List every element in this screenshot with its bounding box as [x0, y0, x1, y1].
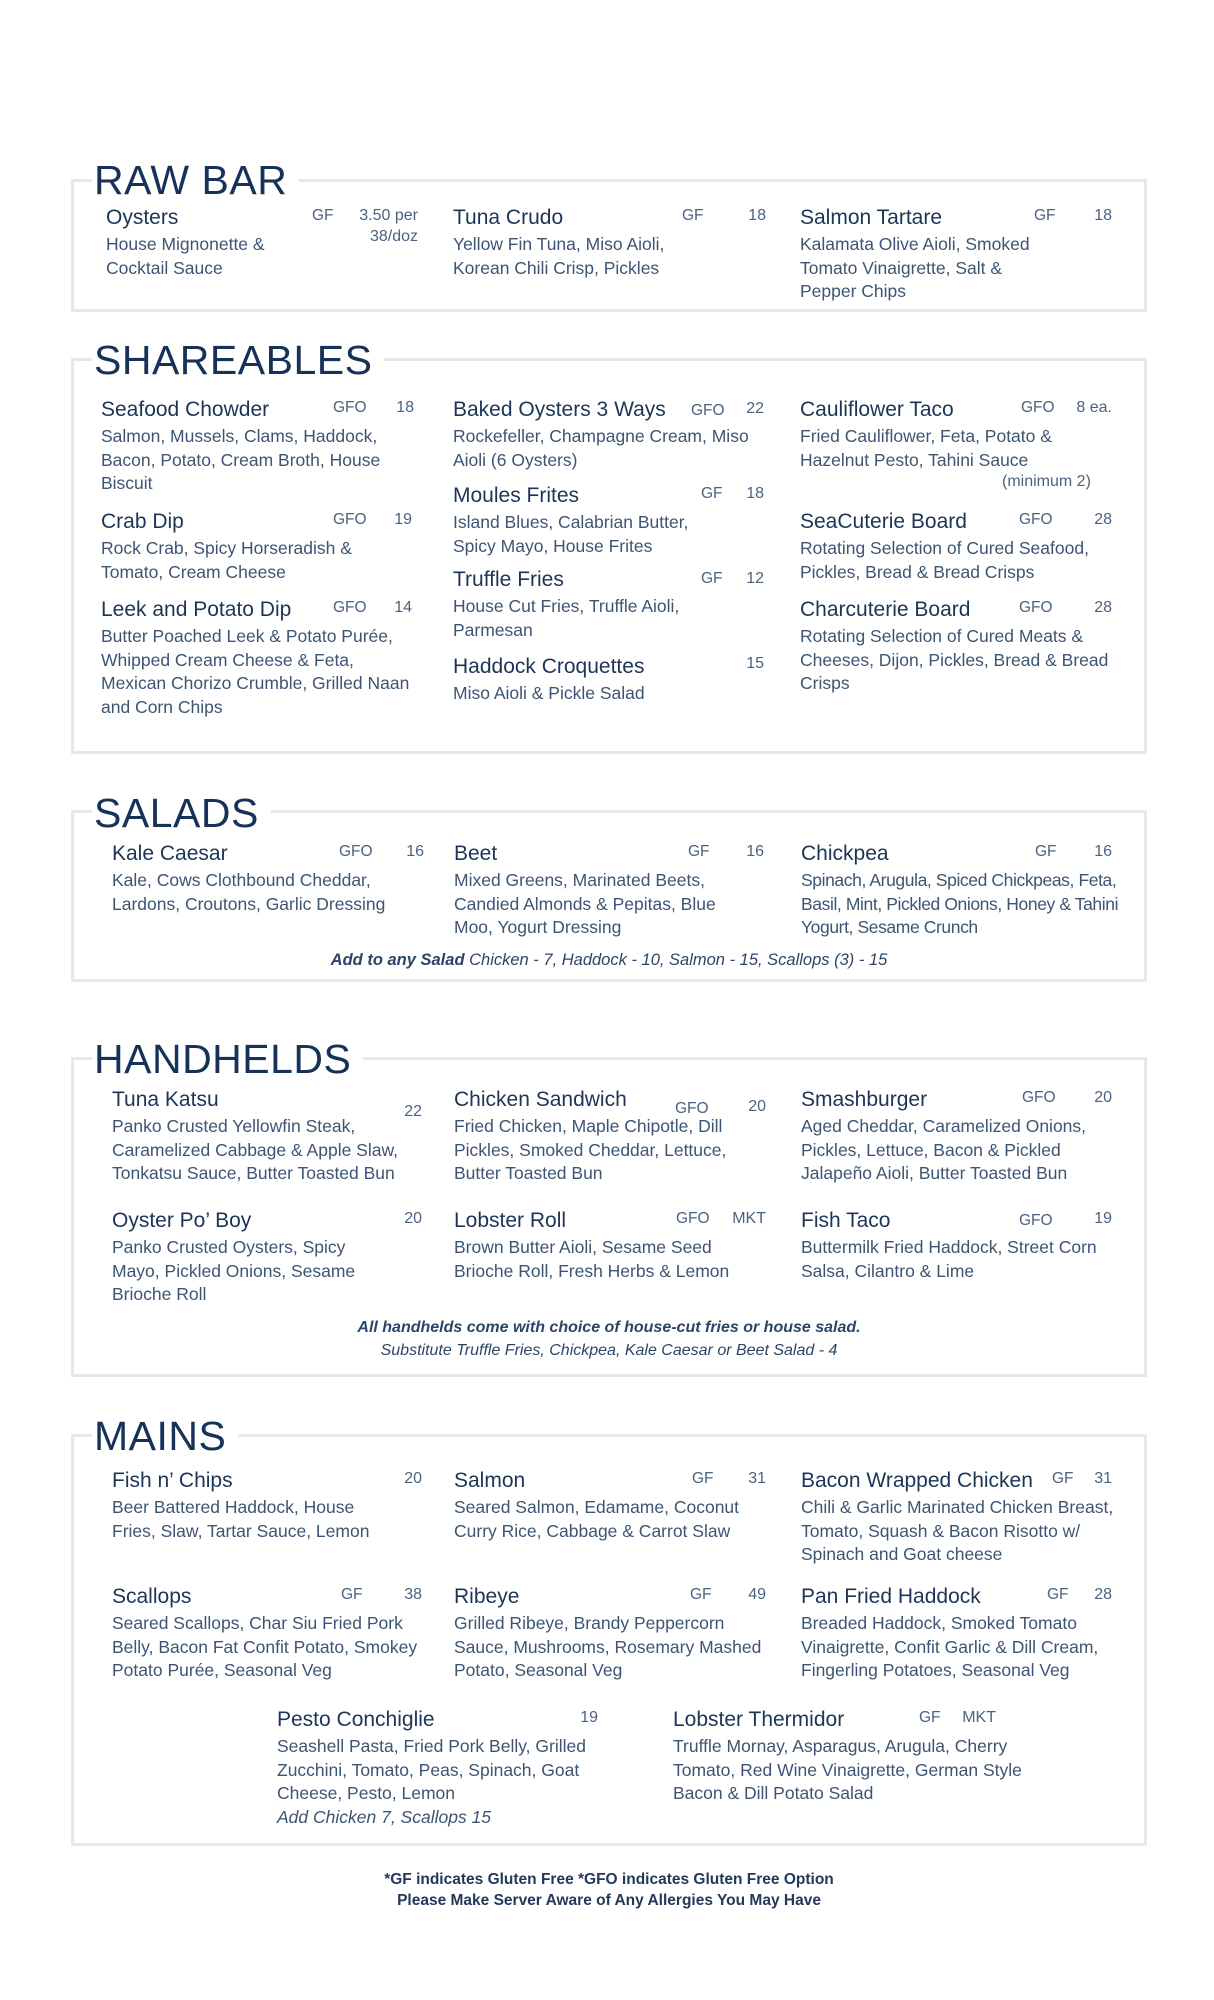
item-description: Rockefeller, Champagne Cream, Miso Aioli (6 Oysters) — [453, 426, 749, 470]
addon-options: Chicken - 7, Haddock - 10, Salmon - 15, Scallops (3) - 15 — [464, 951, 888, 969]
item-tag: GF — [341, 1586, 363, 1603]
item-name: Haddock Croquettes — [453, 655, 645, 678]
item-description: Beer Battered Haddock, House Fries, Slaw, Tartar Sauce, Lemon — [112, 1497, 370, 1541]
item-tag: GFO — [1019, 1212, 1053, 1229]
mains-title: MAINS — [92, 1416, 238, 1457]
item-name: Chicken Sandwich — [454, 1088, 627, 1111]
item-price: 18 — [746, 485, 764, 502]
raw-bar-title: RAW BAR — [92, 160, 299, 201]
item-name: Crab Dip — [101, 510, 184, 533]
item-name: Tuna Crudo — [453, 206, 564, 229]
item-tag: GF — [919, 1709, 941, 1726]
item-price: 16 — [746, 843, 764, 860]
item-name: Beet — [454, 842, 498, 865]
item-tag: GFO — [1022, 1089, 1056, 1106]
handhelds-substitute-note: Substitute Truffle Fries, Chickpea, Kale Caesar or Beet Salad - 4 — [380, 1342, 838, 1359]
item-price: 14 — [394, 599, 412, 616]
item-price: 31 — [1094, 1470, 1112, 1487]
item-tag: GFO — [676, 1210, 710, 1227]
item-description: Buttermilk Fried Haddock, Street Corn Salsa, Cilantro & Lime — [801, 1237, 1097, 1281]
item-name: Chickpea — [801, 842, 889, 865]
item-price: 28 — [1094, 599, 1112, 616]
item-price-dozen: 38/doz — [369, 228, 418, 245]
item-tag: GFO — [675, 1100, 709, 1117]
item-description: Miso Aioli & Pickle Salad — [453, 683, 645, 703]
item-price: 22 — [746, 400, 764, 417]
item-name: Cauliflower Taco — [800, 398, 954, 421]
item-price: 16 — [1094, 843, 1112, 860]
item-price: 19 — [580, 1709, 598, 1726]
item-name: SeaCuterie Board — [800, 510, 967, 533]
item-name: Moules Frites — [453, 484, 580, 507]
item-description: Rotating Selection of Cured Meats & Cheeses, Dijon, Pickles, Bread & Bread Crisps — [800, 626, 1109, 693]
item-description: Island Blues, Calabrian Butter, Spicy Mayo, House Frites — [453, 512, 689, 556]
salads-title: SALADS — [92, 793, 271, 834]
item-tag: GFO — [691, 402, 725, 419]
item-tag: GFO — [333, 511, 367, 528]
item-price: MKT — [962, 1709, 996, 1726]
item-price: 19 — [1094, 1210, 1112, 1227]
item-price: 28 — [1094, 511, 1112, 528]
item-description: Mixed Greens, Marinated Beets, Candied Almonds & Pepitas, Blue Moo, Yogurt Dressing — [454, 870, 716, 937]
item-tag: GFO — [1019, 599, 1053, 616]
item-description: Truffle Mornay, Asparagus, Arugula, Cherry Tomato, Red Wine Vinaigrette, German Style Bacon & Dill Potato Salad — [673, 1736, 1022, 1803]
allergy-notice: Please Make Server Aware of Any Allergies You May Have — [397, 1892, 821, 1909]
item-description: House Mignonette & Cocktail Sauce — [106, 234, 265, 278]
item-price: 16 — [406, 843, 424, 860]
item-description: Kale, Cows Clothbound Cheddar, Lardons, Croutons, Garlic Dressing — [112, 870, 386, 914]
item-price: MKT — [732, 1210, 766, 1227]
item-name: Tuna Katsu — [112, 1088, 219, 1111]
item-tag: GFO — [1019, 511, 1053, 528]
item-tag: GF — [701, 485, 723, 502]
item-price: 49 — [748, 1586, 766, 1603]
item-name: Fish Taco — [801, 1209, 891, 1232]
item-name: Smashburger — [801, 1088, 928, 1111]
item-description: Spinach, Arugula, Spiced Chickpeas, Feta, Basil, Mint, Pickled Onions, Honey & Tahini Yogurt, Sesame Crunch — [801, 870, 1119, 937]
item-price: 18 — [1094, 207, 1112, 224]
item-name: Salmon Tartare — [800, 206, 943, 229]
item-name: Truffle Fries — [453, 568, 564, 591]
minimum-note: (minimum 2) — [1002, 473, 1091, 490]
item-description: Brown Butter Aioli, Sesame Seed Brioche Roll, Fresh Herbs & Lemon — [454, 1237, 730, 1281]
item-description: Breaded Haddock, Smoked Tomato Vinaigrette, Confit Garlic & Dill Cream, Fingerling Potatoes, Seasonal Veg — [801, 1613, 1099, 1680]
item-description: Fried Chicken, Maple Chipotle, Dill Pickles, Smoked Cheddar, Lettuce, Butter Toasted Bun — [454, 1116, 727, 1183]
item-price: 22 — [404, 1103, 422, 1120]
item-tag: GF — [1047, 1586, 1069, 1603]
item-name: Baked Oysters 3 Ways — [453, 398, 666, 421]
item-description: Fried Cauliflower, Feta, Potato & Hazelnut Pesto, Tahini Sauce — [800, 426, 1052, 470]
item-tag: GF — [1035, 843, 1057, 860]
item-tag: GF — [1052, 1470, 1074, 1487]
item-description: Kalamata Olive Aioli, Smoked Tomato Vinaigrette, Salt & Pepper Chips — [800, 234, 1030, 301]
item-tag: GF — [690, 1586, 712, 1603]
item-price: 20 — [404, 1210, 422, 1227]
item-price: 20 — [404, 1470, 422, 1487]
item-description: Butter Poached Leek & Potato Purée, Whipped Cream Cheese & Feta, Mexican Chorizo Crumble, Grilled Naan and Corn Chips — [101, 626, 410, 717]
item-add-on: Add Chicken 7, Scallops 15 — [277, 1806, 492, 1827]
item-name: Leek and Potato Dip — [101, 598, 292, 621]
item-price: 38 — [404, 1586, 422, 1603]
item-tag: GF — [1034, 207, 1056, 224]
menu-item-kale-caesar — [112, 842, 437, 916]
item-tag: GFO — [339, 843, 373, 860]
item-name: Fish n’ Chips — [112, 1469, 233, 1492]
shareables-title: SHAREABLES — [92, 340, 384, 381]
item-description: Panko Crusted Oysters, Spicy Mayo, Pickled Onions, Sesame Brioche Roll — [112, 1237, 356, 1304]
item-name: Ribeye — [454, 1585, 520, 1608]
item-tag: GF — [692, 1470, 714, 1487]
item-name: Pesto Conchiglie — [277, 1708, 435, 1731]
item-name: Kale Caesar — [112, 842, 228, 865]
item-tag: GFO — [1021, 399, 1055, 416]
handhelds-title: HANDHELDS — [92, 1039, 363, 1080]
menu-item-pesto-conchiglie — [277, 1708, 602, 1829]
item-description: Grilled Ribeye, Brandy Peppercorn Sauce, Mushrooms, Rosemary Mashed Potato, Seasonal Veg — [454, 1613, 762, 1680]
item-description: House Cut Fries, Truffle Aioli, Parmesan — [453, 596, 680, 640]
item-price: 18 — [748, 207, 766, 224]
item-price: 12 — [746, 570, 764, 587]
item-description: Chili & Garlic Marinated Chicken Breast, Tomato, Squash & Bacon Risotto w/ Spinach and Goat cheese — [801, 1497, 1114, 1564]
item-name: Bacon Wrapped Chicken — [801, 1469, 1033, 1492]
item-tag: GFO — [333, 599, 367, 616]
item-description: Salmon, Mussels, Clams, Haddock, Bacon, Potato, Cream Broth, House Biscuit — [101, 426, 381, 493]
item-tag: GF — [688, 843, 710, 860]
item-description: Rotating Selection of Cured Seafood, Pickles, Bread & Bread Crisps — [800, 538, 1089, 582]
item-price: 8 ea. — [1076, 399, 1112, 416]
item-tag: GFO — [333, 399, 367, 416]
item-description: Rock Crab, Spicy Horseradish & Tomato, Cream Cheese — [101, 538, 352, 582]
item-price: 15 — [746, 655, 764, 672]
item-description: Seared Scallops, Char Siu Fried Pork Belly, Bacon Fat Confit Potato, Smokey Potato Purée, Seasonal Veg — [112, 1613, 418, 1680]
item-description: Seashell Pasta, Fried Pork Belly, Grilled Zucchini, Tomato, Peas, Spinach, Goat Cheese, Pesto, Lemon — [277, 1736, 586, 1803]
item-price: 18 — [396, 399, 414, 416]
item-name: Seafood Chowder — [101, 398, 270, 421]
gluten-free-legend: *GF indicates Gluten Free *GFO indicates Gluten Free Option — [384, 1871, 834, 1888]
item-tag: GF — [701, 570, 723, 587]
handhelds-note: All handhelds come with choice of house-cut fries or house salad. — [357, 1319, 861, 1336]
item-name: Lobster Thermidor — [673, 1708, 845, 1731]
salad-addons — [71, 951, 1147, 970]
item-description: Panko Crusted Yellowfin Steak, Caramelized Cabbage & Apple Slaw, Tonkatsu Sauce, Butter Toasted Bun — [112, 1116, 399, 1183]
item-price: 20 — [748, 1098, 766, 1115]
item-name: Scallops — [112, 1585, 192, 1608]
item-price: 3.50 per — [359, 207, 418, 224]
addon-label: Add to any Salad — [330, 951, 465, 969]
item-description: Seared Salmon, Edamame, Coconut Curry Rice, Cabbage & Carrot Slaw — [454, 1497, 740, 1541]
item-name: Oyster Po’ Boy — [112, 1209, 252, 1232]
item-name: Salmon — [454, 1469, 526, 1492]
item-name: Lobster Roll — [454, 1209, 567, 1232]
item-price: 20 — [1094, 1089, 1112, 1106]
item-name: Charcuterie Board — [800, 598, 971, 621]
item-tag: GF — [312, 207, 334, 224]
item-price: 31 — [748, 1470, 766, 1487]
item-name: Oysters — [106, 206, 179, 229]
item-price: 19 — [394, 511, 412, 528]
item-name: Pan Fried Haddock — [801, 1585, 981, 1608]
item-description: Aged Cheddar, Caramelized Onions, Pickles, Lettuce, Bacon & Pickled Jalapeño Aioli, Butter Toasted Bun — [801, 1116, 1087, 1183]
item-tag: GF — [682, 207, 704, 224]
item-description: Yellow Fin Tuna, Miso Aioli, Korean Chili Crisp, Pickles — [453, 234, 665, 278]
item-price: 28 — [1094, 1586, 1112, 1603]
